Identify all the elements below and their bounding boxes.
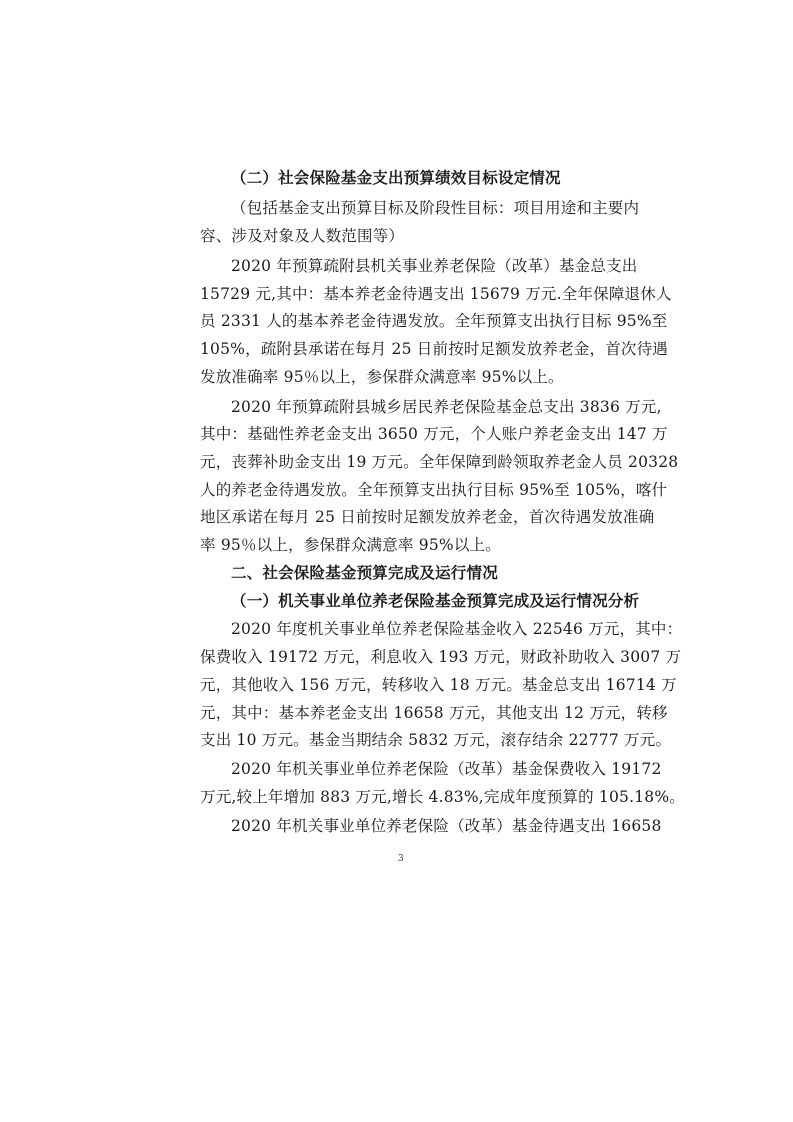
paragraph-line: 2020 年预算疏附县城乡居民养老保险基金总支出 3836 万元,	[231, 398, 662, 416]
section-heading-expenditure-targets: （二）社会保险基金支出预算绩效目标设定情况	[231, 168, 561, 187]
subsection-heading-institution-pension: （一）机关事业单位养老保险基金预算完成及运行情况分析	[231, 591, 640, 610]
paragraph-line: 2020 年度机关事业单位养老保险基金收入 22546 万元，其中：	[231, 620, 683, 638]
paragraph-line: 率 95％以上，参保群众满意率 95%以上。	[200, 536, 501, 554]
paragraph-line: 人的养老金待遇发放。全年预算支出执行目标 95%至 105%，喀什	[200, 481, 668, 499]
paragraph-line: 元，其中：基本养老金支出 16658 万元，其他支出 12 万元，转移	[200, 704, 668, 722]
paragraph-line: 元，其他收入 156 万元，转移收入 18 万元。基金总支出 16714 万	[200, 676, 677, 694]
page-number: 3	[398, 854, 404, 864]
paragraph-line: （包括基金支出预算目标及阶段性目标：项目用途和主要内	[231, 199, 640, 217]
paragraph-line: 地区承诺在每月 25 日前按时足额发放养老金，首次待遇发放准确	[200, 508, 655, 526]
paragraph-line: 员 2331 人的基本养老金待遇发放。全年预算支出执行目标 95%至	[200, 312, 668, 330]
paragraph-line: 其中：基础性养老金支出 3650 万元，个人账户养老金支出 147 万	[200, 425, 668, 443]
paragraph-line: 支出 10 万元。基金当期结余 5832 万元，滚存结余 22777 万元。	[200, 731, 672, 749]
paragraph-line: 15729 元,其中：基本养老金待遇支出 15679 万元.全年保障退休人	[200, 285, 672, 303]
paragraph-line: 105%，疏附县承诺在每月 25 日前按时足额发放养老金，首次待遇	[200, 340, 668, 358]
paragraph-line: 万元,较上年增加 883 万元,增长 4.83%,完成年度预算的 105.18%。	[200, 788, 685, 806]
paragraph-line: 2020 年机关事业单位养老保险（改革）基金待遇支出 16658	[231, 817, 662, 835]
paragraph-line: 2020 年机关事业单位养老保险（改革）基金保费收入 19172	[231, 760, 662, 778]
paragraph-line: 发放准确率 95％以上，参保群众满意率 95%以上。	[200, 368, 564, 386]
paragraph-line: 2020 年预算疏附县机关事业养老保险（改革）基金总支出	[231, 257, 638, 275]
paragraph-line: 保费收入 19172 万元，利息收入 193 万元，财政补助收入 3007 万	[200, 648, 682, 666]
section-heading-budget-completion: 二、社会保险基金预算完成及运行情况	[231, 563, 498, 582]
paragraph-line: 容、涉及对象及人数范围等）	[200, 227, 405, 245]
paragraph-line: 元，丧葬补助金支出 19 万元。全年保障到龄领取养老金人员 20328	[200, 453, 679, 471]
